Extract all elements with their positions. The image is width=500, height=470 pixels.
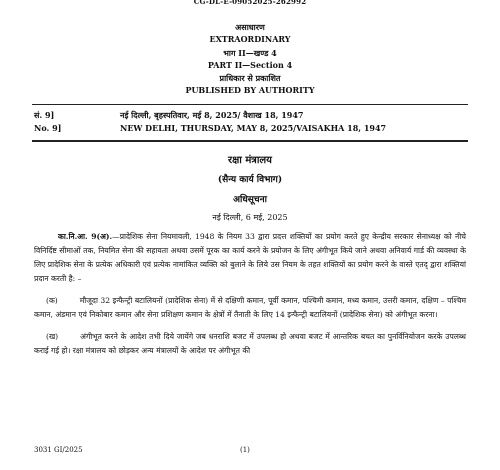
- item-a: [34, 294, 466, 322]
- part-section-english: PART II—Section 4: [207, 60, 293, 70]
- top-rule: [32, 104, 468, 105]
- header-rule: [32, 140, 468, 142]
- page-number: (1): [240, 446, 250, 454]
- authority-hindi: प्राधिकार से प्रकाशित: [219, 73, 281, 83]
- authority-english: PUBLISHED BY AUTHORITY: [185, 85, 315, 95]
- item-a-text: मौजूदा 32 इन्फैन्ट्री बटालियनों (प्रादेशिक सेना) में से दक्षिणी कमान, पूर्वी कमान, पश्चिमी कमान, मध्य कमान, उत्तरी कमान, दक्षिण – पश्चिम कमान, अंडमान एवं निकोबार कमान और सेना प्रशिक्षण कमान के क्षेत्रों में तैनाती के लिए 14 इन्फैन्ट्री बटालियनों (प्रादेशिक सेना) को अंगीभूत करना।: [34, 296, 466, 319]
- part-section-hindi: भाग II—खण्ड 4: [223, 48, 277, 58]
- issue-number-english: No. 9]: [34, 123, 62, 133]
- issue-date-hindi: नई दिल्ली, बृहस्पतिवार, मई 8, 2025/ वैशाख 18, 1947: [120, 110, 304, 120]
- paragraph-1-text: —प्रादेशिक सेना नियमावली, 1948 के नियम 33 द्वारा प्रदत्त शक्तियों का प्रयोग करते हुए केन्द्रीय सरकार सेनाध्यक्ष को नीचे विनिर्दिष्ट सीमाओं तक, नियमित सेना की सहायता अथवा उसमें पूरक का कार्य करने के प्रयोजन के लिए अंगीभूत किये जाने अथवा अनिवार्य गार्ड की व्यवस्था के लिए प्रादेशिक सेना के प्रत्येक अधिकारी एवं प्रत्येक नामांकित व्यक्ति को बुलाने के लिये उस नियम के तहत शक्तियों का प्रयोग करने के वास्ते एतद् द्वारा शक्तियां प्रदान करती है: –: [34, 232, 466, 283]
- extraordinary-hindi: असाधारण: [235, 22, 265, 32]
- issue-date-english: NEW DELHI, THURSDAY, MAY 8, 2025/VAISAKHA 18, 1947: [120, 123, 387, 133]
- footer-code: 3031 GI/2025: [34, 446, 83, 454]
- extraordinary-english: EXTRAORDINARY: [209, 34, 291, 44]
- item-b-text: अंगीभूत करने के आदेश तभी दिये जायेंगे जब धनराशि बजट में उपलब्ध हो अथवा बजट में आन्तरिक बचत का पुनर्विनियोजन करके उपलब्ध कराई गई हो। रक्षा मंत्रालय को छोड़कर अन्य मंत्रालयों के आदेश पर अंगीभूत की: [34, 332, 466, 355]
- notification-date: नई दिल्ली, 6 मई, 2025: [212, 213, 288, 222]
- ministry-title: रक्षा मंत्रालय: [227, 155, 272, 166]
- gazette-reg-number: CG-DL-E-09052025-262992: [193, 0, 307, 6]
- paragraph-1: [34, 230, 466, 286]
- item-a-label: (क): [46, 296, 58, 305]
- item-b: [34, 330, 466, 358]
- department-title: (सैन्य कार्य विभाग): [217, 175, 283, 185]
- notification-reference: का.नि.आ. 9(अ).: [58, 232, 113, 241]
- notification-body: [34, 230, 466, 358]
- notification-title: अधिसूचना: [233, 195, 267, 205]
- issue-number-hindi: सं. 9]: [34, 110, 55, 120]
- item-b-label: (ख): [46, 332, 59, 341]
